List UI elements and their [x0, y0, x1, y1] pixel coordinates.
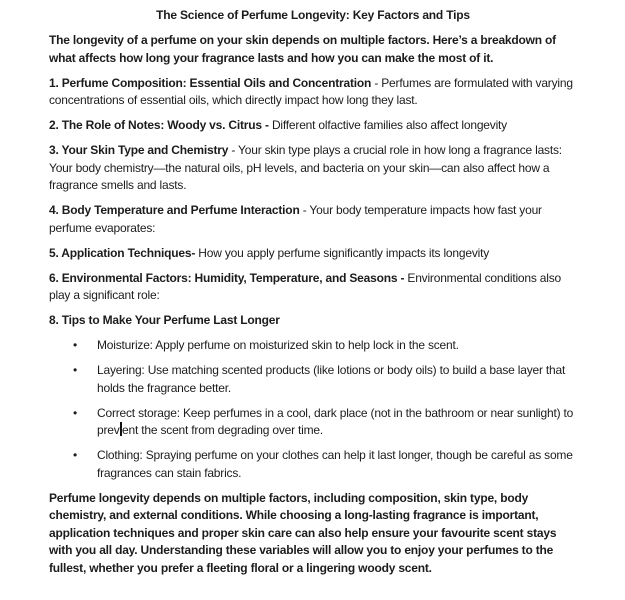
bullet-icon: • [73, 448, 78, 462]
tips-bullet-list [49, 337, 577, 482]
bullet-text-after-caret: ent the scent from degrading over time. [122, 423, 324, 437]
bullet-text: Clothing: Spraying perfume on your clothes can help it last longer, though be careful as some fragrances can stain fabrics. [97, 448, 573, 480]
section-text: - Your skin type plays a crucial role in how long a fragrance lasts: Your body chemistry—the natural oils, pH levels, and bacteria on your skin—can also affect how a fragrance smells and lasts. [49, 143, 562, 192]
intro-paragraph[interactable]: The longevity of a perfume on your skin depends on multiple factors. Here’s a breakdown of what affects how long your fragrance lasts and how you can make the most of it. [49, 33, 556, 65]
bullet-item-storage[interactable] [49, 405, 577, 440]
bullet-text-before-caret: Correct storage: Keep perfumes in a cool, dark place (not in the bathroom or near sunlight) to prev [97, 405, 574, 437]
section-label: 5. Application Techniques- [49, 245, 196, 260]
document-title[interactable]: The Science of Perfume Longevity: Key Factors and Tips [156, 8, 470, 22]
bullet-text: Layering: Use matching scented products (like lotions or body oils) to build a base layer that holds the fragrance better. [97, 363, 566, 395]
section-label: 2. The Role of Notes: Woody vs. Citrus - [49, 118, 269, 132]
section-paragraph-2[interactable] [49, 117, 577, 135]
section-label: 3. Your Skin Type and Chemistry [49, 143, 229, 157]
section-text: - Perfumes are formulated with varying concentrations of essential oils, which directly impact how long they last. [49, 75, 573, 107]
bullet-text: Moisturize: Apply perfume on moisturized skin to help lock in the scent. [97, 338, 459, 352]
section-paragraph-3[interactable] [49, 142, 577, 195]
section-paragraph-6[interactable] [49, 270, 577, 305]
section-text: - Your body temperature impacts how fast your perfume evaporates: [49, 203, 542, 235]
bullet-icon: • [73, 338, 78, 352]
bullet-icon: • [73, 363, 78, 377]
bullet-item-clothing[interactable] [49, 447, 577, 482]
bullet-item-moisturize[interactable] [49, 337, 577, 355]
bullet-icon: • [73, 405, 78, 420]
section-text: Environmental conditions also play a significant role: [49, 270, 562, 302]
section-label: 6. Environmental Factors: Humidity, Temperature, and Seasons - [49, 270, 405, 285]
tips-heading[interactable]: 8. Tips to Make Your Perfume Last Longer [49, 313, 280, 327]
section-label: 1. Perfume Composition: Essential Oils and Concentration [49, 75, 372, 90]
section-label: 4. Body Temperature and Perfume Interaction [49, 203, 300, 217]
section-paragraph-5[interactable] [49, 245, 577, 263]
section-text: Different olfactive families also affect longevity [271, 118, 507, 132]
section-paragraph-4[interactable] [49, 202, 577, 237]
bullet-text [97, 405, 577, 440]
conclusion-paragraph[interactable]: Perfume longevity depends on multiple factors, including composition, skin type, body chemistry, and external conditions. While choosing a long-lasting fragrance is important, application techniques and proper skin care can also help ensure your favourite scent stays with you all day. Understanding these variables will allow you to enjoy your perfumes to the fullest, whether you prefer a fleeting floral or a lingering woody scent. [49, 490, 557, 575]
section-text: How you apply perfume significantly impacts its longevity [198, 245, 490, 260]
bullet-item-layering[interactable] [49, 362, 577, 397]
section-paragraph-1[interactable] [49, 75, 577, 110]
